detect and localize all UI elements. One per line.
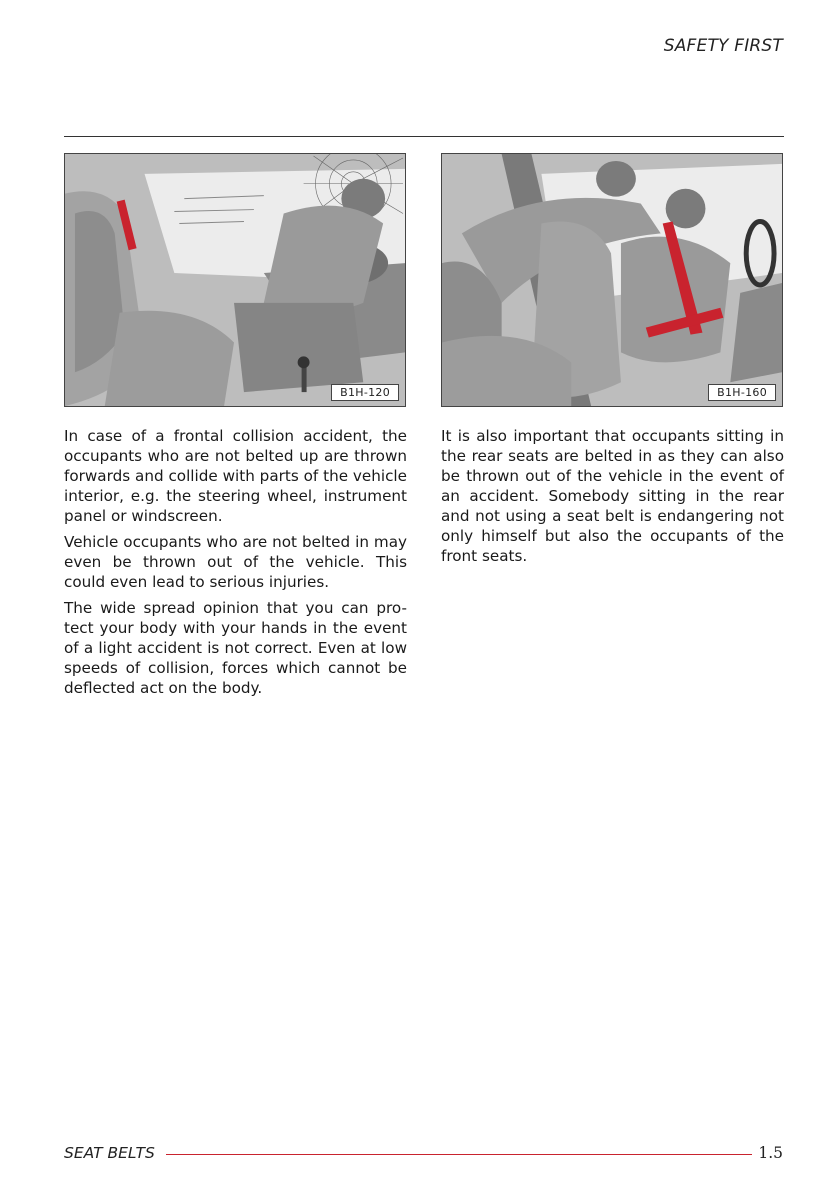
page-number: 1.5 — [758, 1144, 783, 1162]
figure-rear-occupant — [441, 153, 783, 407]
header-rule — [64, 136, 784, 137]
figure-code: B1H-160 — [708, 384, 776, 401]
paragraph: It is also important that occupants sitting in the rear seats are belted in as they can also be thrown out of the vehicle in the event of an accident. Somebody sitting in the rear and not using a seat belt is endangering not only himself but also the occupants of the front seats. — [441, 427, 784, 565]
footer-section-title: SEAT BELTS — [64, 1144, 155, 1162]
right-text-column — [441, 426, 784, 572]
rear-occupant-illustration — [442, 154, 782, 406]
paragraph: In case of a frontal collision accident, the occupants who are not belted up are thrown forwards and collide with parts of the vehicle interior, e.g. the steering wheel, instrument panel or windscreen. — [64, 427, 407, 525]
frontal-collision-illustration — [65, 154, 405, 406]
figure-frontal-collision — [64, 153, 406, 407]
header-title: SAFETY FIRST — [663, 36, 783, 56]
footer-rule — [166, 1154, 752, 1155]
paragraph: Vehicle occupants who are not belted in may even be thrown out of the vehicle. This could even lead to serious injuries. — [64, 533, 407, 591]
left-text-column — [64, 426, 407, 704]
figure-code: B1H-120 — [331, 384, 399, 401]
paragraph: The wide spread opinion that you can pro-tect your body with your hands in the event of a light accident is not correct. Even at low speeds of collision, forces which cannot be deflected act on the body. — [64, 599, 407, 697]
